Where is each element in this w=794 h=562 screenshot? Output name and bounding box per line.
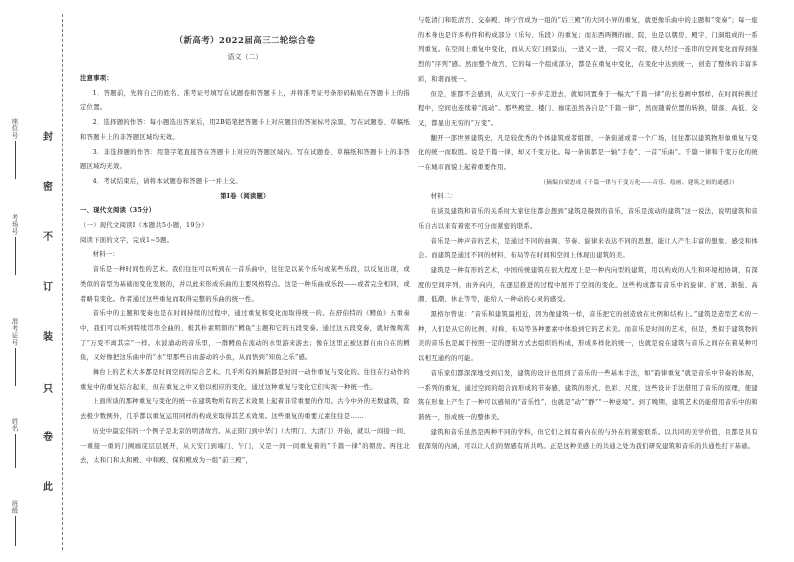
paragraph: 建筑是一种有形的艺术，中国传统建筑在很大程度上是一种内向型的建筑，用以构成的人生和环境相协调，有深度的空间序列，由外向内，在逐层推进的过程中展开了空间的变化。这些构成都有音乐中的旋律、扩展、渐强、高潮、低潮、休止等等，能给人一种动的心灵的感受。	[418, 266, 758, 304]
seal-char: 密	[41, 178, 55, 193]
part-title: 第Ⅰ卷（阅读题）	[220, 192, 270, 200]
seal-char: 订	[41, 278, 55, 293]
paragraph: 但是，谁都不会感到，从天安门一步步走进去，就如同置身于一幅大“千篇一律”的长卷画中那样，在时间转换过程中，空间也连续着“流动”。那些殿堂、楼门、廊庑虽然各自是“千篇一律”，然而随着位置的转换，错落、高低、交叉，都显出无穷的“万变”。	[418, 90, 758, 127]
paragraph: 1．答题前，先将自己的姓名、准考证号填写在试题卷和答题卡上，并将准考证号条形码粘贴在答题卡上的指定位置。	[80, 89, 410, 112]
instruction-line: 与乾清门和乾清宫、交泰殿、坤宁宫成为一组的“后三殿”的大同小异的重复，就更像乐曲中的主题和“变奏”；每一座的本身也是许多构件和构成部分（乐句、乐段）的重复；而东西两侧的廊、院，也是以朝房、殿宇、门洞组成的一系列重复。在空间上重复中变化，而从天安门到景山，一进又一进，一院又一院，使人经过一连串的空间变化而得到强烈的“序列”感。然而整个故宫，它的每一个组成部分，都是在重复中变化，在变化中达到统一，创造了整体的丰富多彩，和谐而统一。	[418, 17, 758, 83]
paragraph: 历史中最宏伟的一个例子是北京的明清故宫。从正阳门到中华门（大明门、大清门）开始，就以一间接一间、一重接一重的门阙廊庑层层展开，从天安门到端门、午门，又是一间一间重复着的“千篇一律”的朝房。再往北去，太和门和太和殿、中和殿、保和殿成为一组“前三殿”，	[80, 427, 410, 465]
paragraph: 音乐家们都深深地受到启发，建筑的设计也用到了音乐的一些基本手法，如“韵律重复”就是音乐中节奏的体现，一系列的重复，通过空间的组合而形成的节奏感，建筑的形式、色彩、尺度，这些设计手法借用了音乐的原理，使建筑在形象上产生了一种可以感知的“音乐性”，也就是“动”“静”“一种意境”。到了晚期，建筑艺术仍能借用音乐中的和谐统一，形成统一的整体美。	[418, 369, 758, 421]
paragraph: 翻开一部世界建筑史，凡是较优秀的个体建筑或者组群，一条街道或者一个广场，往往都以建筑物形象重复与变化的统一而取胜。说是千篇一律，却又千变万化。每一条街都是一轴“手卷”、一首“乐曲”。千篇一律和千变万化的统一在城市面貌上起着重要作用。	[418, 134, 758, 172]
field-label: 准考证号	[10, 318, 19, 346]
field-label: 考场号	[10, 214, 19, 235]
exam-room-field[interactable]	[4, 214, 26, 275]
field-label: 姓名	[10, 418, 19, 432]
field-blank-line	[15, 348, 16, 386]
seal-dashed-line	[62, 14, 63, 550]
field-label: 班级	[10, 500, 19, 514]
paragraph: 3．非选择题的作答：用签字笔直接答在答题卡上对应的答题区域内。写在试题卷、草稿纸和答题卡上的非答题区域均无效。	[80, 148, 410, 171]
paragraph: 4．考试结束后，请将本试题卷和答题卡一并上交。	[92, 177, 243, 185]
exam-subject: 语文（二）	[227, 53, 263, 61]
seat-number-field[interactable]	[4, 118, 26, 179]
paragraph: 黑格尔曾说：“音乐和建筑最相近，因为像建筑一样，音乐把它的创造放在比例和结构上。”建筑是造型艺术的一种，人们是从它的比例、对称、布局等各种要素中体验到它的艺术美。而音乐是时间的艺术，但是，类似于建筑物的美的音乐也是属于按照一定的逻辑方式去组织的构成，形成多样化的统一，也就是说在建筑与音乐之间存在着某种可以相互通约的可能。	[418, 311, 758, 363]
paragraph: 建筑和音乐虽然是两种不同的学科，但它们之间有着内在的与外在的紧密联系。以共同的美学价值，且都是具有很深刻的内涵，可以让人们的情感有所共鸣。正是这种美感上的共通之处为我们研究建筑和音乐的共通性打下基础。	[418, 428, 758, 451]
seal-char: 此	[41, 478, 55, 493]
seal-char: 只	[41, 380, 55, 395]
exam-title: （新高考）2022届高三二轮综合卷	[174, 35, 316, 45]
paragraph: 音乐是一种时间性的艺术。我们往往可以听到在一首乐曲中，往往是以某个乐句或某些乐段，以反复出现，或类似的音型为基础而变化发展的，并以此来形成乐曲的主要风格特点。这是一种乐曲或乐段——或者完全相同，或者略有变化。作者通过这些重复而取得完整的乐曲的统一性。	[80, 266, 410, 303]
instruction-line: 阅读下面的文字，完成1~5题。	[80, 236, 174, 244]
paragraph: 舞台上的艺术大多都是时间空间的综合艺术。几乎所有的舞蹈都是时间一动作重复与变化的。往往在行动作的重复中的重复结合起来，但在重复之中又恰以相应的变化，通过这种重复与变化它们实现一种统一性。	[80, 369, 410, 391]
left-column-body	[80, 72, 410, 469]
field-label: 座位号	[10, 118, 19, 139]
admission-number-field[interactable]	[4, 318, 26, 386]
field-blank-line	[15, 516, 16, 546]
paragraph: 2．选择题的作答：每小题选出答案后，用2B铅笔把答题卡上对应题目的答案标号涂黑，写在试题卷、草稿纸和答题卡上的非答题区域均无效。	[80, 119, 410, 141]
field-blank-line	[15, 141, 16, 179]
binding-margin	[0, 0, 78, 562]
paragraph: 材料二：	[430, 193, 457, 201]
seal-char: 卷	[41, 428, 55, 443]
paragraph: 材料一：	[92, 251, 119, 259]
paragraph: 上面所谈的那种重复与变化的统一在建筑物所有的艺术效果上起着非常重要的作用。古今中外的无数建筑，除去极少数例外，几乎都以重复运用同样的构成来取得其艺术效果。这些重复的重要元素往往是……	[80, 398, 410, 421]
field-blank-line	[15, 237, 16, 275]
seal-char: 封	[41, 128, 55, 143]
source-citation: （摘编自梁思成《千篇一律与千变万化——音乐、绘画、建筑之间的通感》）	[540, 179, 738, 186]
instruction-line: （一）现代文阅读Ⅰ（本题共5小题，19分）	[80, 222, 208, 230]
section-heading: 注意事项：	[80, 75, 113, 82]
right-column	[418, 14, 758, 455]
section-heading: 一、现代文阅读（35分）	[80, 207, 156, 215]
field-blank-line	[15, 434, 16, 468]
paragraph: 在谈及建筑和音乐的关系时大家往往都会想到“建筑是凝固的音乐，音乐是流动的建筑”这一说法，说明建筑和音乐自古以来有着密不可分而紧密的联系。	[418, 208, 758, 230]
seal-char: 装	[41, 328, 55, 343]
class-field[interactable]	[4, 500, 26, 546]
seal-char: 不	[41, 228, 55, 243]
name-field[interactable]	[4, 418, 26, 468]
paragraph: 音乐中的主题和变奏也是在时间持续的过程中，通过重复和变化而取得统一的。在舒伯特的《鳟鱼》五重奏中，我们可以听到特续贯串全曲的、极其朴素明朗的“鳟鱼”主题和它的五段变奏。通过这五段变奏，就好像观赏了“万变不离其宗”一样。水波涌动的音乐里，一群鳟鱼在流动的水里游来游去；像在这里正被这群自由自在的鳟鱼，又好像把这乐曲中的“水”里那些自由游动的小鱼，从而悟到“知鱼之乐”感。	[80, 310, 410, 362]
paragraph: 音乐是一种声音的艺术，是通过不同的曲调、节奏、旋律来表达不同的思想，能让人产生丰富的想象、感受和体会。而建筑是通过不同的材料、布局等在时间和空间上体现出建筑的美。	[418, 237, 758, 260]
